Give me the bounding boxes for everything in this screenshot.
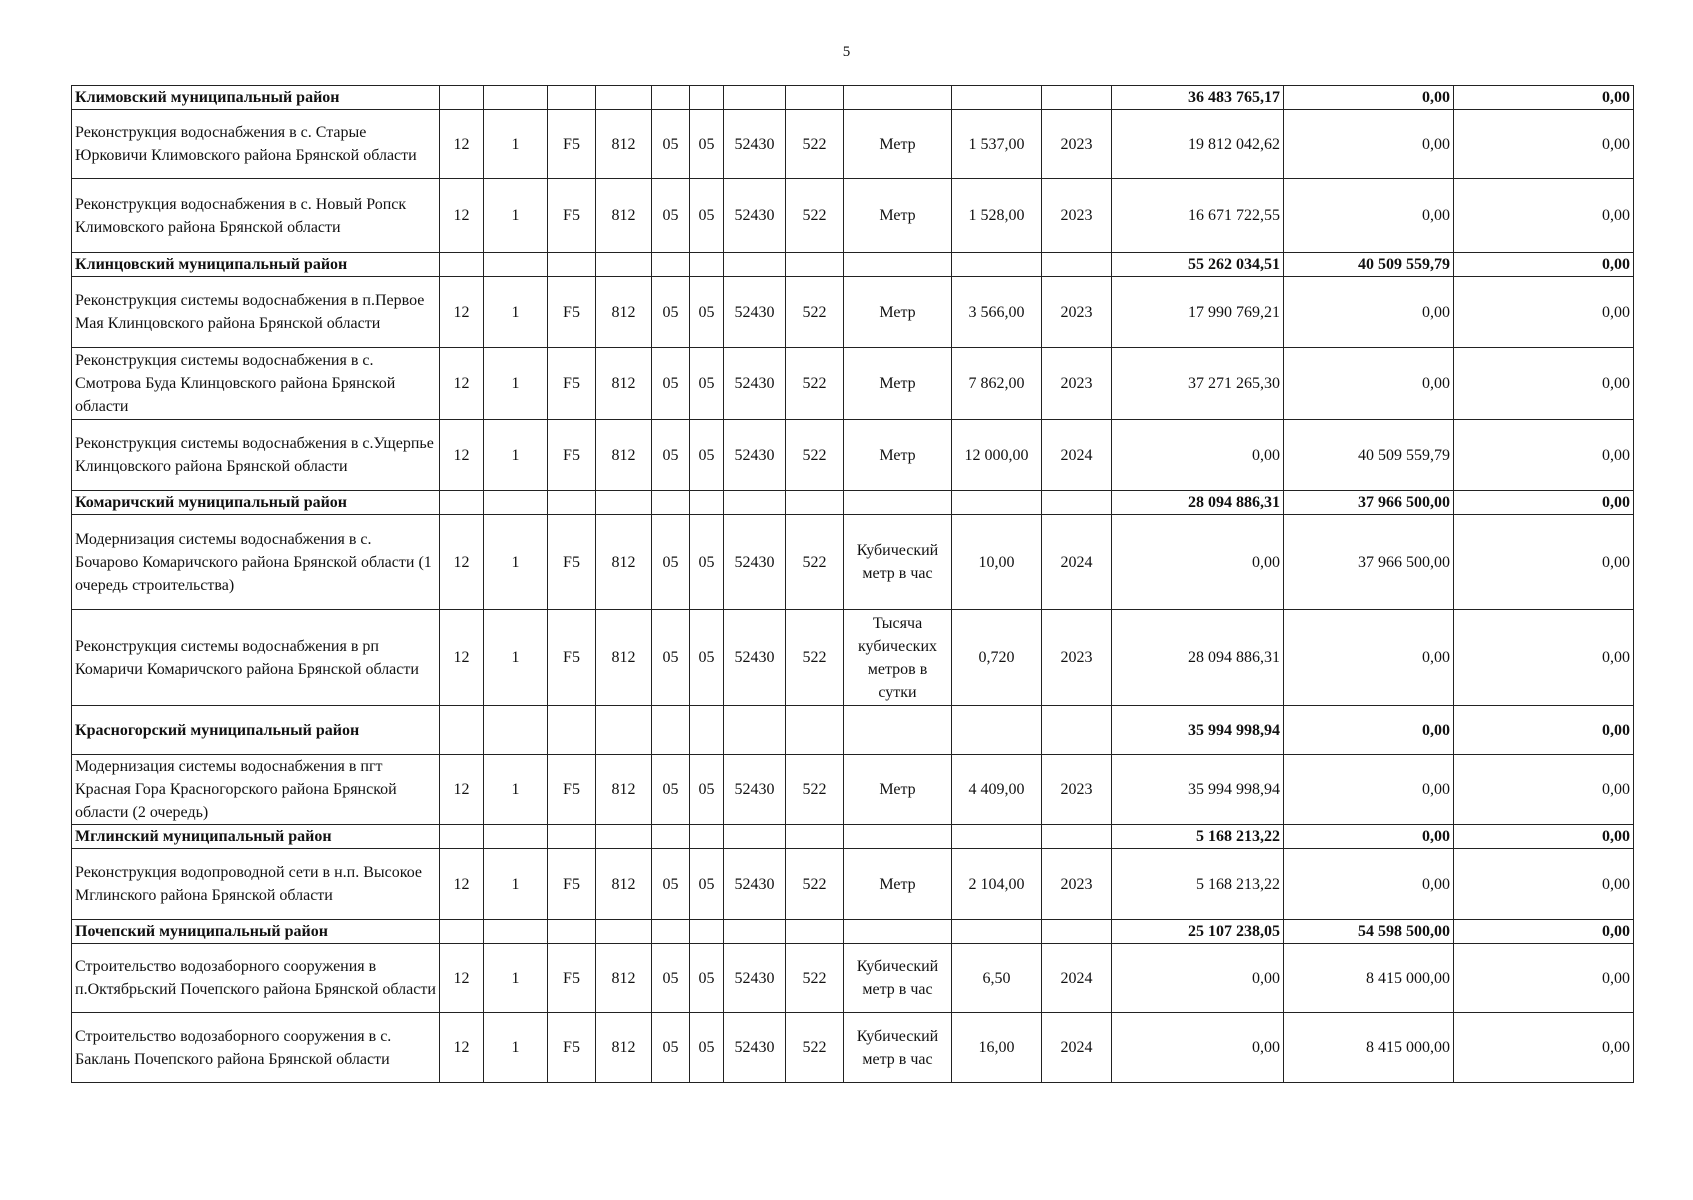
empty-cell bbox=[690, 491, 724, 515]
code-cell: 52430 bbox=[724, 348, 786, 420]
code-cell: 12 bbox=[440, 515, 484, 610]
district-row bbox=[72, 920, 1634, 944]
empty-cell bbox=[596, 920, 652, 944]
code-cell: F5 bbox=[548, 179, 596, 253]
year-cell: 2024 bbox=[1042, 1013, 1112, 1083]
amount-cell: 28 094 886,31 bbox=[1112, 610, 1284, 706]
empty-cell bbox=[652, 825, 690, 849]
code-cell: 1 bbox=[484, 944, 548, 1013]
amount-cell: 0,00 bbox=[1454, 420, 1634, 491]
empty-cell bbox=[652, 491, 690, 515]
empty-cell bbox=[952, 825, 1042, 849]
code-cell: 05 bbox=[690, 849, 724, 920]
empty-cell bbox=[440, 706, 484, 755]
empty-cell bbox=[952, 491, 1042, 515]
code-cell: 812 bbox=[596, 849, 652, 920]
code-cell: F5 bbox=[548, 610, 596, 706]
district-row bbox=[72, 825, 1634, 849]
code-cell: 52430 bbox=[724, 420, 786, 491]
code-cell: 05 bbox=[690, 755, 724, 825]
quantity-cell: 1 528,00 bbox=[952, 179, 1042, 253]
page-number: 5 bbox=[842, 44, 851, 60]
empty-cell bbox=[724, 706, 786, 755]
code-cell: 12 bbox=[440, 610, 484, 706]
quantity-cell: 4 409,00 bbox=[952, 755, 1042, 825]
amount-cell: 0,00 bbox=[1284, 179, 1454, 253]
district-total: 0,00 bbox=[1454, 253, 1634, 277]
district-name: Почепский муниципальный район bbox=[72, 920, 440, 944]
amount-cell: 0,00 bbox=[1454, 277, 1634, 348]
quantity-cell: 7 862,00 bbox=[952, 348, 1042, 420]
code-cell: 05 bbox=[652, 277, 690, 348]
code-cell: 812 bbox=[596, 1013, 652, 1083]
project-row bbox=[72, 849, 1634, 920]
code-cell: 812 bbox=[596, 755, 652, 825]
code-cell: 05 bbox=[690, 420, 724, 491]
code-cell: 1 bbox=[484, 849, 548, 920]
empty-cell bbox=[596, 86, 652, 110]
year-cell: 2023 bbox=[1042, 610, 1112, 706]
amount-cell: 17 990 769,21 bbox=[1112, 277, 1284, 348]
code-cell: 1 bbox=[484, 610, 548, 706]
district-row bbox=[72, 706, 1634, 755]
quantity-cell: 6,50 bbox=[952, 944, 1042, 1013]
empty-cell bbox=[484, 825, 548, 849]
code-cell: 05 bbox=[652, 849, 690, 920]
empty-cell bbox=[844, 920, 952, 944]
amount-cell: 0,00 bbox=[1454, 755, 1634, 825]
unit-cell: Метр bbox=[844, 277, 952, 348]
code-cell: 522 bbox=[786, 179, 844, 253]
amount-cell: 37 271 265,30 bbox=[1112, 348, 1284, 420]
code-cell: 12 bbox=[440, 179, 484, 253]
code-cell: F5 bbox=[548, 944, 596, 1013]
code-cell: 812 bbox=[596, 610, 652, 706]
code-cell: 52430 bbox=[724, 110, 786, 179]
empty-cell bbox=[596, 491, 652, 515]
year-cell: 2023 bbox=[1042, 849, 1112, 920]
amount-cell: 8 415 000,00 bbox=[1284, 1013, 1454, 1083]
year-cell: 2023 bbox=[1042, 179, 1112, 253]
project-name: Строительство водозаборного сооружения в п.Октябрьский Почепского района Брянской области bbox=[72, 944, 440, 1013]
project-row bbox=[72, 110, 1634, 179]
project-row bbox=[72, 277, 1634, 348]
amount-cell: 35 994 998,94 bbox=[1112, 755, 1284, 825]
empty-cell bbox=[724, 825, 786, 849]
project-name: Строительство водозаборного сооружения в с. Баклань Почепского района Брянской области bbox=[72, 1013, 440, 1083]
empty-cell bbox=[484, 491, 548, 515]
code-cell: 522 bbox=[786, 610, 844, 706]
empty-cell bbox=[652, 920, 690, 944]
project-name: Реконструкция системы водоснабжения в с.Ущерпье Клинцовского района Брянской области bbox=[72, 420, 440, 491]
year-cell: 2024 bbox=[1042, 420, 1112, 491]
project-row bbox=[72, 944, 1634, 1013]
district-total: 55 262 034,51 bbox=[1112, 253, 1284, 277]
amount-cell: 0,00 bbox=[1454, 110, 1634, 179]
code-cell: 522 bbox=[786, 348, 844, 420]
empty-cell bbox=[844, 253, 952, 277]
table-body bbox=[72, 86, 1634, 1083]
district-name: Комаричский муниципальный район bbox=[72, 491, 440, 515]
amount-cell: 0,00 bbox=[1112, 420, 1284, 491]
project-name: Модернизация системы водоснабжения в пгт Красная Гора Красногорского района Брянской области (2 очередь) bbox=[72, 755, 440, 825]
unit-cell: Метр bbox=[844, 348, 952, 420]
code-cell: F5 bbox=[548, 515, 596, 610]
project-name: Реконструкция водопроводной сети в н.п. Высокое Мглинского района Брянской области bbox=[72, 849, 440, 920]
amount-cell: 0,00 bbox=[1454, 849, 1634, 920]
code-cell: 12 bbox=[440, 849, 484, 920]
quantity-cell: 1 537,00 bbox=[952, 110, 1042, 179]
empty-cell bbox=[724, 920, 786, 944]
code-cell: 1 bbox=[484, 277, 548, 348]
empty-cell bbox=[952, 920, 1042, 944]
project-row bbox=[72, 515, 1634, 610]
unit-cell: Метр bbox=[844, 110, 952, 179]
unit-cell: Кубический метр в час bbox=[844, 1013, 952, 1083]
project-row bbox=[72, 755, 1634, 825]
district-name: Климовский муниципальный район bbox=[72, 86, 440, 110]
empty-cell bbox=[484, 920, 548, 944]
code-cell: F5 bbox=[548, 420, 596, 491]
amount-cell: 37 966 500,00 bbox=[1284, 515, 1454, 610]
code-cell: 12 bbox=[440, 944, 484, 1013]
empty-cell bbox=[548, 706, 596, 755]
amount-cell: 0,00 bbox=[1454, 944, 1634, 1013]
project-row bbox=[72, 610, 1634, 706]
empty-cell bbox=[652, 253, 690, 277]
code-cell: 05 bbox=[652, 348, 690, 420]
district-row bbox=[72, 86, 1634, 110]
quantity-cell: 3 566,00 bbox=[952, 277, 1042, 348]
code-cell: 05 bbox=[652, 755, 690, 825]
empty-cell bbox=[786, 253, 844, 277]
code-cell: 05 bbox=[690, 179, 724, 253]
code-cell: 1 bbox=[484, 110, 548, 179]
unit-cell: Метр bbox=[844, 755, 952, 825]
code-cell: 12 bbox=[440, 755, 484, 825]
code-cell: 522 bbox=[786, 420, 844, 491]
district-total: 0,00 bbox=[1454, 491, 1634, 515]
amount-cell: 0,00 bbox=[1454, 348, 1634, 420]
empty-cell bbox=[548, 86, 596, 110]
quantity-cell: 12 000,00 bbox=[952, 420, 1042, 491]
empty-cell bbox=[596, 825, 652, 849]
district-total: 0,00 bbox=[1284, 825, 1454, 849]
code-cell: 05 bbox=[652, 179, 690, 253]
unit-cell: Метр bbox=[844, 849, 952, 920]
code-cell: 812 bbox=[596, 348, 652, 420]
empty-cell bbox=[1042, 86, 1112, 110]
quantity-cell: 0,720 bbox=[952, 610, 1042, 706]
district-row bbox=[72, 491, 1634, 515]
year-cell: 2024 bbox=[1042, 515, 1112, 610]
amount-cell: 19 812 042,62 bbox=[1112, 110, 1284, 179]
project-name: Реконструкция системы водоснабжения в с. Смотрова Буда Клинцовского района Брянской области bbox=[72, 348, 440, 420]
code-cell: 522 bbox=[786, 1013, 844, 1083]
code-cell: 1 bbox=[484, 515, 548, 610]
empty-cell bbox=[844, 491, 952, 515]
amount-cell: 16 671 722,55 bbox=[1112, 179, 1284, 253]
project-name: Реконструкция водоснабжения в с. Старые Юрковичи Климовского района Брянской области bbox=[72, 110, 440, 179]
empty-cell bbox=[1042, 253, 1112, 277]
amount-cell: 0,00 bbox=[1454, 179, 1634, 253]
empty-cell bbox=[844, 825, 952, 849]
district-total: 36 483 765,17 bbox=[1112, 86, 1284, 110]
code-cell: F5 bbox=[548, 277, 596, 348]
empty-cell bbox=[652, 706, 690, 755]
amount-cell: 0,00 bbox=[1454, 515, 1634, 610]
code-cell: 05 bbox=[652, 420, 690, 491]
amount-cell: 0,00 bbox=[1284, 110, 1454, 179]
empty-cell bbox=[844, 86, 952, 110]
unit-cell: Метр bbox=[844, 420, 952, 491]
empty-cell bbox=[786, 920, 844, 944]
empty-cell bbox=[440, 86, 484, 110]
code-cell: F5 bbox=[548, 755, 596, 825]
amount-cell: 0,00 bbox=[1284, 849, 1454, 920]
empty-cell bbox=[1042, 491, 1112, 515]
empty-cell bbox=[484, 253, 548, 277]
empty-cell bbox=[724, 86, 786, 110]
district-total: 28 094 886,31 bbox=[1112, 491, 1284, 515]
code-cell: 1 bbox=[484, 1013, 548, 1083]
code-cell: 522 bbox=[786, 110, 844, 179]
year-cell: 2023 bbox=[1042, 277, 1112, 348]
empty-cell bbox=[440, 491, 484, 515]
district-name: Клинцовский муниципальный район bbox=[72, 253, 440, 277]
project-row bbox=[72, 179, 1634, 253]
code-cell: 812 bbox=[596, 277, 652, 348]
code-cell: 05 bbox=[690, 610, 724, 706]
amount-cell: 0,00 bbox=[1284, 755, 1454, 825]
code-cell: 522 bbox=[786, 849, 844, 920]
amount-cell: 0,00 bbox=[1284, 348, 1454, 420]
project-name: Реконструкция водоснабжения в с. Новый Ропск Климовского района Брянской области bbox=[72, 179, 440, 253]
code-cell: 05 bbox=[690, 515, 724, 610]
district-total: 37 966 500,00 bbox=[1284, 491, 1454, 515]
code-cell: 05 bbox=[652, 1013, 690, 1083]
empty-cell bbox=[596, 706, 652, 755]
empty-cell bbox=[690, 920, 724, 944]
code-cell: 52430 bbox=[724, 277, 786, 348]
project-name: Модернизация системы водоснабжения в с. Бочарово Комаричского района Брянской области (1 очередь строительства) bbox=[72, 515, 440, 610]
code-cell: 05 bbox=[690, 944, 724, 1013]
code-cell: 52430 bbox=[724, 179, 786, 253]
code-cell: 52430 bbox=[724, 515, 786, 610]
empty-cell bbox=[690, 706, 724, 755]
code-cell: 1 bbox=[484, 179, 548, 253]
project-name: Реконструкция системы водоснабжения в рп Комаричи Комаричского района Брянской области bbox=[72, 610, 440, 706]
empty-cell bbox=[844, 706, 952, 755]
district-total: 0,00 bbox=[1454, 706, 1634, 755]
code-cell: 812 bbox=[596, 515, 652, 610]
amount-cell: 0,00 bbox=[1112, 515, 1284, 610]
amount-cell: 40 509 559,79 bbox=[1284, 420, 1454, 491]
code-cell: 812 bbox=[596, 944, 652, 1013]
empty-cell bbox=[440, 825, 484, 849]
code-cell: 812 bbox=[596, 179, 652, 253]
empty-cell bbox=[1042, 706, 1112, 755]
code-cell: 05 bbox=[652, 515, 690, 610]
code-cell: 05 bbox=[690, 348, 724, 420]
empty-cell bbox=[690, 86, 724, 110]
project-row bbox=[72, 1013, 1634, 1083]
code-cell: 52430 bbox=[724, 849, 786, 920]
empty-cell bbox=[952, 253, 1042, 277]
code-cell: 1 bbox=[484, 420, 548, 491]
district-name: Красногорский муниципальный район bbox=[72, 706, 440, 755]
project-name: Реконструкция системы водоснабжения в п.Первое Мая Клинцовского района Брянской области bbox=[72, 277, 440, 348]
code-cell: 05 bbox=[652, 610, 690, 706]
unit-cell: Тысяча кубических метров в сутки bbox=[844, 610, 952, 706]
code-cell: 522 bbox=[786, 944, 844, 1013]
empty-cell bbox=[548, 920, 596, 944]
code-cell: 812 bbox=[596, 420, 652, 491]
code-cell: 522 bbox=[786, 515, 844, 610]
district-total: 40 509 559,79 bbox=[1284, 253, 1454, 277]
empty-cell bbox=[690, 825, 724, 849]
empty-cell bbox=[596, 253, 652, 277]
code-cell: F5 bbox=[548, 110, 596, 179]
project-row bbox=[72, 348, 1634, 420]
code-cell: 52430 bbox=[724, 1013, 786, 1083]
district-total: 0,00 bbox=[1454, 86, 1634, 110]
empty-cell bbox=[724, 491, 786, 515]
empty-cell bbox=[652, 86, 690, 110]
amount-cell: 8 415 000,00 bbox=[1284, 944, 1454, 1013]
district-total: 35 994 998,94 bbox=[1112, 706, 1284, 755]
code-cell: 05 bbox=[652, 944, 690, 1013]
code-cell: F5 bbox=[548, 1013, 596, 1083]
district-total: 0,00 bbox=[1284, 86, 1454, 110]
district-total: 0,00 bbox=[1284, 706, 1454, 755]
amount-cell: 5 168 213,22 bbox=[1112, 849, 1284, 920]
code-cell: F5 bbox=[548, 348, 596, 420]
amount-cell: 0,00 bbox=[1454, 1013, 1634, 1083]
amount-cell: 0,00 bbox=[1284, 610, 1454, 706]
empty-cell bbox=[484, 86, 548, 110]
empty-cell bbox=[786, 825, 844, 849]
empty-cell bbox=[548, 825, 596, 849]
unit-cell: Кубический метр в час bbox=[844, 515, 952, 610]
empty-cell bbox=[484, 706, 548, 755]
empty-cell bbox=[440, 253, 484, 277]
code-cell: F5 bbox=[548, 849, 596, 920]
budget-table bbox=[71, 85, 1634, 1083]
empty-cell bbox=[1042, 920, 1112, 944]
code-cell: 1 bbox=[484, 348, 548, 420]
code-cell: 1 bbox=[484, 755, 548, 825]
empty-cell bbox=[952, 706, 1042, 755]
district-total: 5 168 213,22 bbox=[1112, 825, 1284, 849]
district-row bbox=[72, 253, 1634, 277]
empty-cell bbox=[548, 253, 596, 277]
empty-cell bbox=[548, 491, 596, 515]
empty-cell bbox=[952, 86, 1042, 110]
quantity-cell: 2 104,00 bbox=[952, 849, 1042, 920]
code-cell: 52430 bbox=[724, 944, 786, 1013]
code-cell: 52430 bbox=[724, 610, 786, 706]
code-cell: 05 bbox=[690, 1013, 724, 1083]
code-cell: 12 bbox=[440, 110, 484, 179]
code-cell: 05 bbox=[690, 110, 724, 179]
year-cell: 2023 bbox=[1042, 755, 1112, 825]
amount-cell: 0,00 bbox=[1454, 610, 1634, 706]
code-cell: 12 bbox=[440, 277, 484, 348]
code-cell: 05 bbox=[652, 110, 690, 179]
district-total: 54 598 500,00 bbox=[1284, 920, 1454, 944]
code-cell: 522 bbox=[786, 277, 844, 348]
code-cell: 522 bbox=[786, 755, 844, 825]
code-cell: 812 bbox=[596, 110, 652, 179]
year-cell: 2023 bbox=[1042, 110, 1112, 179]
quantity-cell: 10,00 bbox=[952, 515, 1042, 610]
quantity-cell: 16,00 bbox=[952, 1013, 1042, 1083]
district-total: 0,00 bbox=[1454, 920, 1634, 944]
amount-cell: 0,00 bbox=[1112, 944, 1284, 1013]
empty-cell bbox=[440, 920, 484, 944]
code-cell: 12 bbox=[440, 420, 484, 491]
year-cell: 2023 bbox=[1042, 348, 1112, 420]
empty-cell bbox=[786, 491, 844, 515]
code-cell: 12 bbox=[440, 1013, 484, 1083]
empty-cell bbox=[724, 253, 786, 277]
empty-cell bbox=[690, 253, 724, 277]
district-total: 0,00 bbox=[1454, 825, 1634, 849]
empty-cell bbox=[786, 86, 844, 110]
project-row bbox=[72, 420, 1634, 491]
year-cell: 2024 bbox=[1042, 944, 1112, 1013]
unit-cell: Кубический метр в час bbox=[844, 944, 952, 1013]
code-cell: 52430 bbox=[724, 755, 786, 825]
amount-cell: 0,00 bbox=[1112, 1013, 1284, 1083]
empty-cell bbox=[1042, 825, 1112, 849]
code-cell: 12 bbox=[440, 348, 484, 420]
empty-cell bbox=[786, 706, 844, 755]
unit-cell: Метр bbox=[844, 179, 952, 253]
district-total: 25 107 238,05 bbox=[1112, 920, 1284, 944]
district-name: Мглинский муниципальный район bbox=[72, 825, 440, 849]
code-cell: 05 bbox=[690, 277, 724, 348]
amount-cell: 0,00 bbox=[1284, 277, 1454, 348]
